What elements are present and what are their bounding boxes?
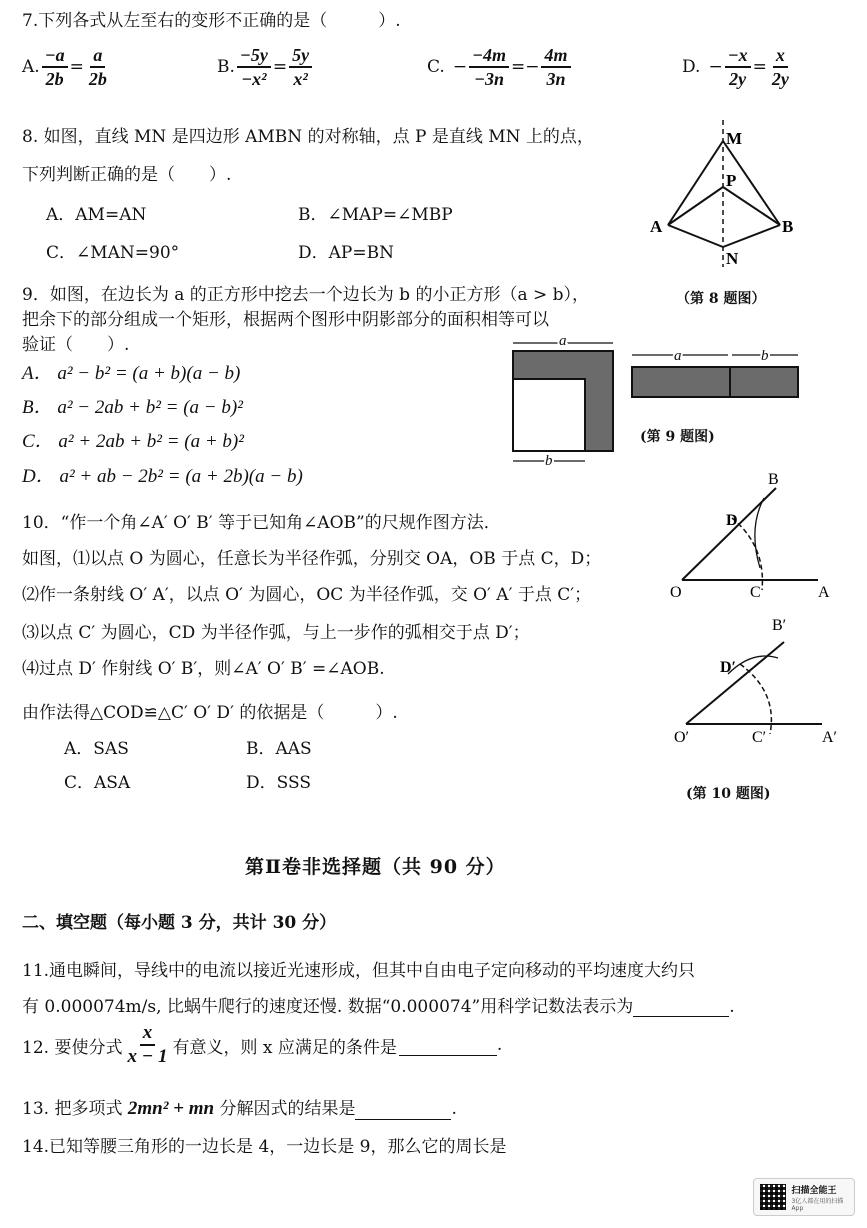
q11-line1: 11.通电瞬间，导线中的电流以接近光速形成，但其中自由电子定向移动的平均速度大约只 [22,961,696,981]
q10-option-c: C．ASA [64,773,131,793]
numerator: 5y [289,44,312,68]
q9-option-c: C． a² + 2ab + b² = (a + b)² [22,431,244,452]
numerator: −a [42,44,68,68]
denominator: 2b [45,69,64,89]
q10-line3: ⑵作一条射线 O′ A′，以点 O′ 为圆心，OC 为半径作弧，交 O′ A′ 于点 C′； [22,585,592,605]
numerator: 4m [541,44,570,68]
fraction [42,44,68,90]
label-n: N [726,249,739,268]
option-label: A. [22,57,40,77]
segment-am [668,141,723,225]
label-b: B [782,217,794,236]
denominator: x − 1 [127,1046,168,1067]
scanner-watermark [753,1178,855,1216]
q10-line5: ⑷过点 D′ 作射线 O′ B′，则∠A′ O′ B′ =∠AOB. [22,659,385,679]
qr-code-icon [760,1184,786,1210]
denominator: −3n [474,69,504,89]
equals: = [272,57,288,77]
q8-line1: 8. 如图，直线 MN 是四边形 AMBN 的对称轴，点 P 是直线 MN 上的点， [22,127,594,147]
segment-bn [723,225,780,247]
label-d: D [726,512,738,529]
sign: − [452,57,468,77]
watermark-app-name: 扫描全能王 [791,1185,837,1196]
ray-o-prime-b-prime [686,642,784,724]
q9-line2: 把余下的部分组成一个矩形，根据两个图形中阴影部分的面积相等可以 [22,310,549,330]
cut-square [513,379,585,451]
denominator: −x² [241,69,267,89]
q8-line2: 下列判断正确的是（ ）. [22,165,232,185]
q10-line1: 10．“作一个角∠A′ O′ B′ 等于已知角∠AOB”的尺规作图方法． [22,513,501,533]
q8-figure [640,115,810,275]
dim-a-label: a [559,333,567,349]
q9-option-a: A． a² − b² = (a + b)(a − b) [22,363,241,384]
q7-options [22,44,842,104]
fraction [769,44,792,90]
q13-row [22,1094,457,1120]
q10-figure-original-angle [668,468,848,608]
numerator: −5y [237,44,271,68]
label-c-prime: C′ [752,729,767,746]
watermark-app-subtitle: 3亿人都在用的扫描App [791,1197,844,1212]
fraction [541,44,570,90]
q9-line3: 验证（ ）. [22,335,130,355]
option-label: C. [427,57,445,77]
numerator: x [140,1022,156,1046]
denominator: 3n [546,69,566,89]
denominator: 2y [729,69,747,89]
period: . [451,1099,457,1119]
sign: − [708,57,723,77]
q8-caption: （第 8 题图） [676,291,766,307]
dim-a-label: a [674,348,682,364]
q12-answer-blank[interactable] [399,1035,497,1056]
period: . [496,1035,503,1055]
segment-an [668,225,723,247]
numerator: −x [725,44,751,68]
q8-option-a: A．AM=AN [46,205,147,225]
label-c: C [750,584,761,601]
label-m: M [726,129,743,148]
label-a-prime: A′ [822,729,838,746]
label-o: O [670,584,682,601]
q14-text: 14.已知等腰三角形的一边长是 4，一边长是 9，那么它的周长是 [22,1137,507,1157]
q7-option-a [22,44,112,90]
q9-caption: (第 9 题图) [640,429,715,445]
fraction [289,44,312,90]
q11-line2-row [22,992,735,1017]
denominator: x² [293,69,308,89]
equals: = [510,57,526,77]
q10-caption: (第 10 题图) [686,786,771,802]
q12-prefix: 12. 要使分式 [22,1037,123,1058]
label-o-prime: O′ [674,729,690,746]
option-label: D. [682,57,701,77]
sign: − [525,57,540,77]
label-b: B [768,471,779,488]
q11-answer-blank[interactable] [633,998,729,1017]
denominator: 2y [771,69,789,89]
q10-line6: 由作法得△COD≌△C′ O′ D′ 的依据是（ ）. [22,703,398,723]
q10-option-a: A．SAS [64,739,129,759]
fraction [237,44,271,90]
period: . [729,997,735,1017]
q10-option-d: D．SSS [246,773,311,793]
equals: = [752,57,767,77]
q8-option-d: D．AP=BN [298,243,394,263]
q13-prefix: 13. 把多项式 [22,1099,123,1119]
q11-line2: 有 0.000074m/s, 比蜗牛爬行的速度还慢. 数据“0.000074”用科学记数法表示为 [22,997,634,1017]
denominator: 2b [88,69,107,89]
section-title: 第Ⅱ卷非选择题（共 90 分） [245,856,506,878]
dim-b-label: b [545,453,553,469]
q9-option-b: B． a² − 2ab + b² = (a − b)² [22,397,243,418]
q8-option-b: B．∠MAP=∠MBP [298,205,453,225]
fraction [469,44,509,90]
q10-line4: ⑶以点 C′ 为圆心，CD 为半径作弧，与上一步作的弧相交于点 D′； [22,623,530,643]
q10-line2: 如图，⑴以点 O 为圆心，任意长为半径作弧，分别交 OA，OB 于点 C，D； [22,549,602,569]
numerator: −4m [469,44,509,68]
option-label: B. [217,57,235,77]
q12-fraction [124,1022,170,1068]
label-p: P [726,171,737,190]
section-subtitle: 二、填空题（每小题 3 分，共计 30 分） [22,913,337,933]
label-d-prime: D′ [720,659,737,676]
rect-part-a [632,367,730,397]
fraction [725,44,751,90]
q7-option-b [217,44,314,90]
q7-option-d [682,44,794,90]
q13-suffix: 分解因式的结果是 [219,1099,356,1119]
q8-option-c: C．∠MAN=90° [46,243,180,263]
q10-option-b: B．AAS [246,739,312,759]
q9-figure-rectangle [628,345,808,405]
q9-line1: 9．如图，在边长为 a 的正方形中挖去一个边长为 b 的小正方形（a > b）， [22,285,590,305]
numerator: a [90,44,105,68]
dim-b-label: b [761,348,769,364]
q7-stem: 7.下列各式从左至右的变形不正确的是（ ）. [22,11,401,31]
rect-part-b [730,367,798,397]
equals: = [69,57,84,77]
q9-figure-square [505,335,625,470]
fraction [86,44,110,90]
q13-answer-blank[interactable] [355,1101,451,1120]
segment-ap [668,187,723,225]
numerator: x [773,44,788,68]
q9-option-d: D． a² + ab − 2b² = (a + 2b)(a − b) [22,466,303,487]
q7-option-c [427,44,573,90]
q10-figure-constructed-angle [670,612,850,752]
watermark-text [792,1183,854,1212]
segment-bp [723,187,780,225]
label-b-prime: B′ [772,617,787,634]
q12-suffix: 有意义，则 x 应满足的条件是 [172,1037,397,1058]
label-a: A [818,584,830,601]
q12-row [22,1022,502,1068]
q13-expression: 2mn² + mn [127,1098,215,1119]
label-a: A [650,217,663,236]
